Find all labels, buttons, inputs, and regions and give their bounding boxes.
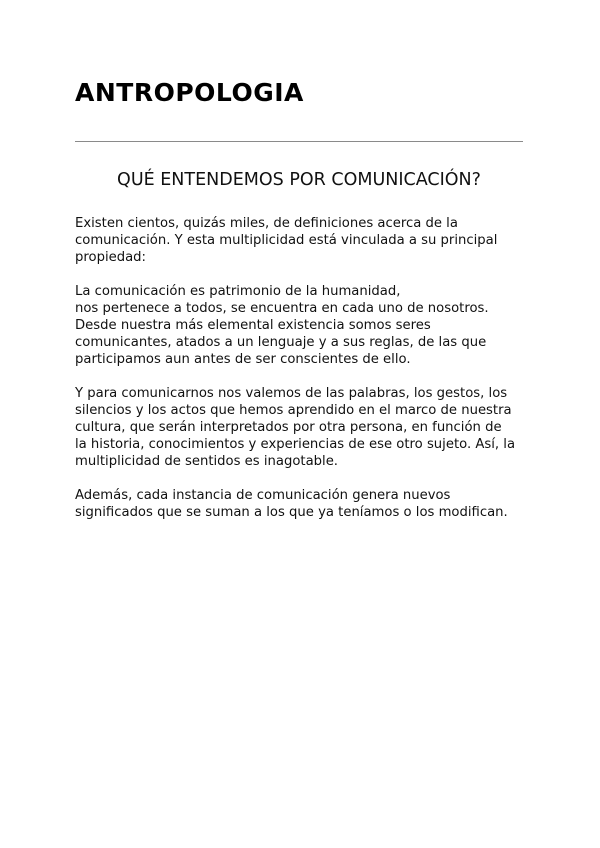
text-line: La comunicación es patrimonio de la humanidad, <box>75 284 401 299</box>
paragraph-2 <box>75 283 533 368</box>
text-line: comunicación. Y esta multiplicidad está vinculada a su principal <box>75 233 498 248</box>
text-line: participamos aun antes de ser conscientes de ello. <box>75 352 411 367</box>
text-line: la historia, conocimientos y experiencias de ese otro sujeto. Así, la <box>75 437 516 452</box>
text-line: Existen cientos, quizás miles, de definiciones acerca de la <box>75 216 458 231</box>
section-heading: QUÉ ENTENDEMOS POR COMUNICACIÓN? <box>117 170 481 190</box>
body-text <box>75 215 533 538</box>
text-line: propiedad: <box>75 250 146 265</box>
horizontal-divider <box>75 141 523 142</box>
paragraph-1 <box>75 215 533 266</box>
text-line: Y para comunicarnos nos valemos de las palabras, los gestos, los <box>75 386 508 401</box>
text-line: comunicantes, atados a un lenguaje y a sus reglas, de las que <box>75 335 487 350</box>
paragraph-3 <box>75 385 533 470</box>
text-line: significados que se suman a los que ya teníamos o los modifican. <box>75 505 508 520</box>
text-line: nos pertenece a todos, se encuentra en cada uno de nosotros. <box>75 301 489 316</box>
text-line: silencios y los actos que hemos aprendido en el marco de nuestra <box>75 403 512 418</box>
text-line: multiplicidad de sentidos es inagotable. <box>75 454 338 469</box>
text-line: cultura, que serán interpretados por otra persona, en función de <box>75 420 502 435</box>
text-line: Además, cada instancia de comunicación genera nuevos <box>75 488 451 503</box>
document-title: ANTROPOLOGIA <box>75 78 304 107</box>
paragraph-4 <box>75 487 533 521</box>
text-line: Desde nuestra más elemental existencia somos seres <box>75 318 431 333</box>
